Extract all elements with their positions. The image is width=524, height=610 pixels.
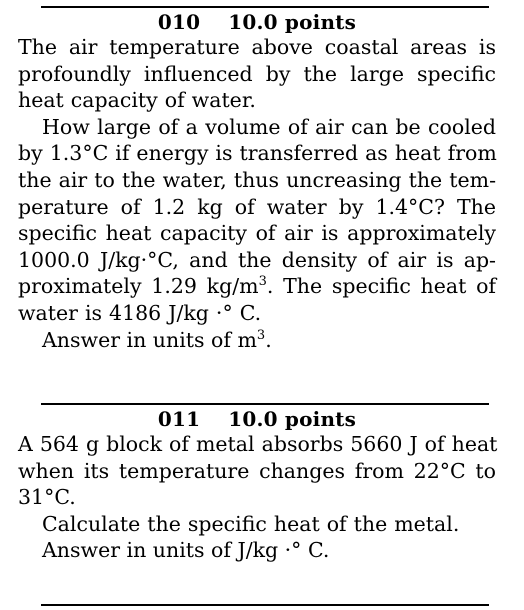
problem-intro	[18, 431, 496, 511]
text-line: by 1.3°C if energy is transferred as heat from	[18, 141, 497, 166]
text-line: profoundly influenced by the large specific	[18, 61, 496, 86]
problem-header	[18, 407, 496, 431]
text-line: water is 4186 J/kg ·° C.	[18, 300, 262, 325]
text-line-density	[18, 273, 496, 300]
answer-units	[18, 327, 496, 354]
problem-question	[18, 114, 496, 327]
top-rule	[41, 6, 489, 8]
problem-010	[18, 6, 496, 353]
problem-points: 10.0 points	[228, 10, 357, 34]
problem-header	[18, 10, 496, 34]
problem-011	[18, 403, 496, 564]
density-text: proximately 1.29 kg/m	[18, 274, 259, 299]
text-line: when its temperature changes from 22°C to	[18, 458, 496, 483]
top-rule	[41, 403, 489, 405]
problem-points: 10.0 points	[228, 407, 357, 431]
problem-number: 010	[157, 10, 201, 34]
answer-prefix: Answer in units of m	[42, 327, 257, 352]
density-tail: . The specific heat of	[266, 274, 496, 299]
density-exponent: 3	[258, 274, 267, 290]
problem-number: 011	[157, 407, 201, 431]
problem-intro	[18, 34, 496, 114]
text-line: the air to the water, thus uncreasing the tem-	[18, 167, 496, 192]
text-line: The air temperature above coastal areas is	[18, 35, 496, 59]
text-line: A 564 g block of metal absorbs 5660 J of heat	[18, 432, 498, 456]
problem-question	[18, 511, 496, 538]
bottom-rule	[41, 604, 489, 606]
text-line: heat capacity of water.	[18, 88, 256, 113]
text-line: How large of a volume of air can be cooled	[42, 114, 496, 139]
answer-suffix: .	[265, 327, 272, 352]
text-line: perature of 1.2 kg of water by 1.4°C? The	[18, 194, 496, 219]
text-line: 31°C.	[18, 485, 76, 510]
text-line: specific heat capacity of air is approximately	[18, 221, 496, 246]
text-line: 1000.0 J/kg·°C, and the density of air is ap-	[18, 247, 496, 272]
answer-exponent: 3	[256, 327, 266, 343]
answer-units: Answer in units of J/kg ·° C.	[42, 538, 330, 563]
text-line: Calculate the specific heat of the metal.	[42, 511, 460, 536]
